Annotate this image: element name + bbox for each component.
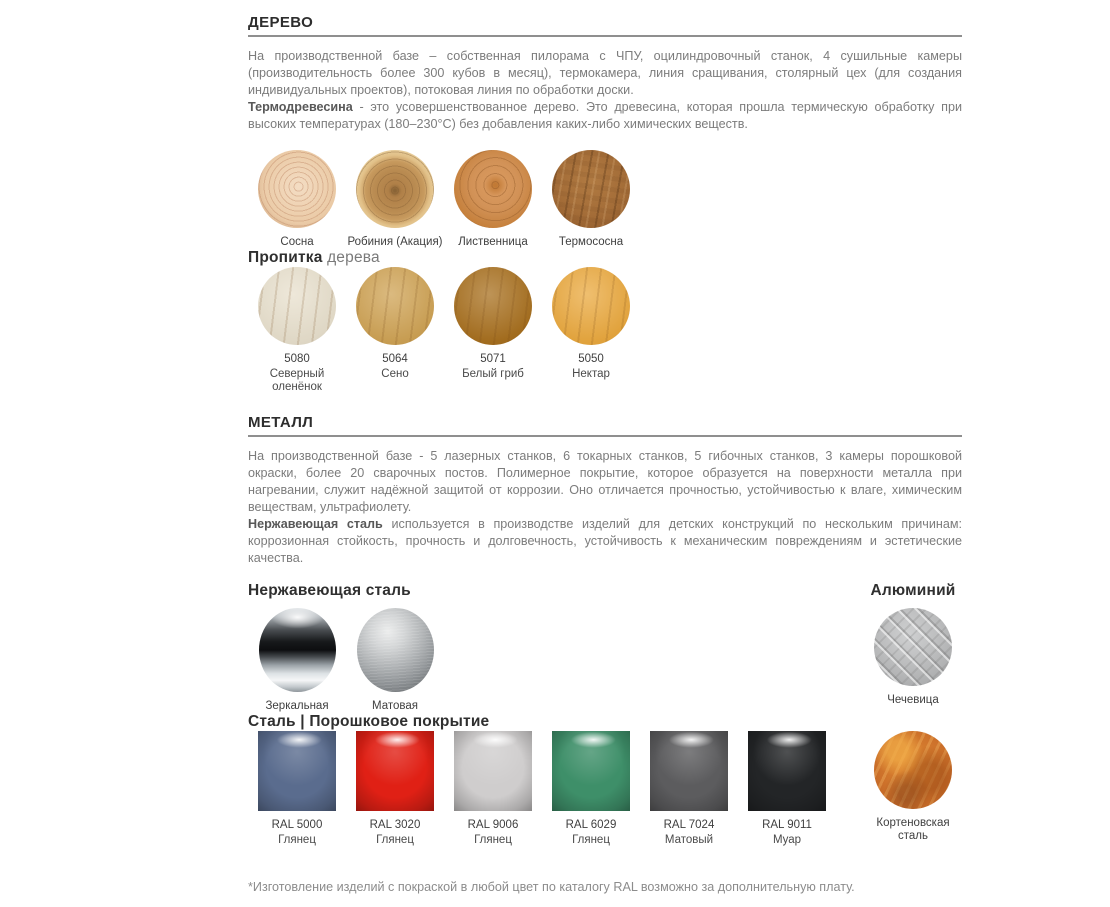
- stain-5050-swatch-image: [552, 267, 630, 345]
- swatch-label: Лиственница: [458, 236, 528, 248]
- wood-section: [248, 14, 962, 394]
- stain-code: 5064: [382, 353, 408, 365]
- swatch-label: Термососна: [558, 236, 624, 248]
- thermopine-wood-swatch-image: [552, 150, 630, 228]
- swatch-5050: [542, 267, 640, 394]
- swatch-mirror-steel: [248, 608, 346, 713]
- swatch-label: Кортеновская сталь: [876, 817, 950, 842]
- ral-finish: Глянец: [474, 834, 512, 846]
- corten-steel-swatch-image: [874, 731, 952, 809]
- swatch-label: Зеркальная: [265, 700, 329, 712]
- metal-section: [248, 414, 962, 894]
- ral-finish: Глянец: [572, 834, 610, 846]
- swatch-label: Робиния (Акация): [347, 236, 443, 248]
- stain-name: Нектар: [572, 368, 610, 380]
- swatch-ral-9006: [444, 731, 542, 847]
- thermo-lead: Термодревесина: [248, 100, 353, 114]
- section-divider: [248, 35, 962, 37]
- metal-intro-paragraph: [248, 448, 962, 516]
- stainless-title: Нержавеющая сталь: [248, 582, 411, 599]
- pine-wood-swatch-image: [258, 150, 336, 228]
- ral-7024-ball-image: [650, 731, 728, 811]
- stain-5080-swatch-image: [258, 267, 336, 345]
- swatch-5071: [444, 267, 542, 394]
- wood-section-title: ДЕРЕВО: [248, 14, 314, 31]
- thermo-rest: - это усовершенствованное дерево. Это древесина, которая прошла термическую обработку при высоких температурах (180–230°С) без добавления каких-либо химических веществ.: [248, 100, 962, 131]
- page-content: [248, 14, 962, 907]
- wood-thermo-paragraph: [248, 99, 962, 133]
- ral-finish: Матовый: [664, 834, 714, 846]
- aluminum-checkerplate-swatch-image: [874, 608, 952, 686]
- swatch-5080: [248, 267, 346, 394]
- ral-code: RAL 5000: [271, 819, 323, 831]
- swatch-ral-6029: [542, 731, 640, 847]
- impregnation-title-sub: дерева: [327, 249, 380, 266]
- impregnation-title: [248, 249, 962, 267]
- ral-6029-ball-image: [552, 731, 630, 811]
- ral-code: RAL 9011: [762, 819, 812, 831]
- swatch-larch: [444, 150, 542, 249]
- aluminum-column: [864, 582, 962, 713]
- swatch-ral-5000: [248, 731, 346, 847]
- matte-steel-ball-image: [357, 608, 434, 692]
- ral-code: RAL 3020: [369, 819, 421, 831]
- wood-intro-text: На производственной базе – собственная пилорама с ЧПУ, оцилиндровочный станок, 4 сушильные камеры (производительность более 300 кубов в месяц), термокамера, линия сращивания, столярный цех (для создания индивидуальных проектов), потоковая линия по обработки доски.: [248, 49, 962, 97]
- swatch-robinia: [346, 150, 444, 249]
- metal-stainless-paragraph: [248, 516, 962, 567]
- swatch-pine: [248, 150, 346, 249]
- swatch-ral-9011: [738, 731, 836, 847]
- ral-code: RAL 7024: [663, 819, 715, 831]
- section-divider: [248, 435, 962, 437]
- stain-name: Сено: [381, 368, 409, 380]
- powder-coating-title: Сталь | Порошковое покрытие: [248, 713, 490, 730]
- robinia-wood-swatch-image: [356, 150, 434, 228]
- swatch-ral-3020: [346, 731, 444, 847]
- ral-code: RAL 9006: [467, 819, 519, 831]
- impregnation-title-main: Пропитка: [248, 249, 323, 266]
- stain-5071-swatch-image: [454, 267, 532, 345]
- impregnation-row: [248, 267, 962, 394]
- wood-species-row: [248, 150, 962, 249]
- stain-code: 5080: [284, 353, 310, 365]
- ral-footnote: *Изготовление изделий с покраской в любой цвет по каталогу RAL возможно за дополнительную плату.: [248, 880, 855, 894]
- swatch-matte-steel: [346, 608, 444, 713]
- larch-wood-swatch-image: [454, 150, 532, 228]
- swatch-label: Матовая: [372, 700, 418, 712]
- ral-9006-ball-image: [454, 731, 532, 811]
- ral-code: RAL 6029: [565, 819, 617, 831]
- mirror-steel-ball-image: [259, 608, 336, 692]
- swatch-5064: [346, 267, 444, 394]
- stain-code: 5050: [578, 353, 604, 365]
- wood-intro-paragraph: [248, 48, 962, 99]
- stain-5064-swatch-image: [356, 267, 434, 345]
- stainless-rest: используется в производстве изделий для детских конструкций по нескольким причинам: коррозионная стойкость, прочность и долговечность, устойчивость к механическим повреждениям и эстетические качества.: [248, 517, 962, 565]
- swatch-thermopine: [542, 150, 640, 249]
- stainless-row: [248, 608, 444, 713]
- powder-coating-row: [248, 731, 962, 847]
- ral-finish: Глянец: [376, 834, 414, 846]
- swatch-ral-7024: [640, 731, 738, 847]
- stain-name: Белый гриб: [462, 368, 524, 380]
- stainless-aluminum-block: [248, 582, 962, 713]
- ral-5000-ball-image: [258, 731, 336, 811]
- ral-3020-ball-image: [356, 731, 434, 811]
- metal-section-title: МЕТАЛЛ: [248, 414, 314, 431]
- ral-finish: Муар: [772, 834, 802, 846]
- swatch-label: Чечевица: [887, 694, 939, 706]
- ral-finish: Глянец: [278, 834, 316, 846]
- stainless-column: [248, 582, 444, 713]
- ral-9011-ball-image: [748, 731, 826, 811]
- metal-intro-text: На производственной базе - 5 лазерных станков, 6 токарных станков, 5 гибочных станков, 3 камеры порошковой окраски, более 20 сварочных постов. Полимерное покрытие, которое образуется на поверхности металла при нагревании, служит надёжной защитой от коррозии. Оно отличается прочностью, устойчивостью к влаге, химическим веществам, ультрафиолету.: [248, 449, 962, 514]
- stain-name: Северный оленёнок: [269, 368, 325, 393]
- stainless-lead: Нержавеющая сталь: [248, 517, 383, 531]
- stain-code: 5071: [480, 353, 506, 365]
- swatch-label: Сосна: [280, 236, 314, 248]
- swatch-corten-steel: [864, 731, 962, 847]
- aluminum-title: Алюминий: [870, 582, 956, 599]
